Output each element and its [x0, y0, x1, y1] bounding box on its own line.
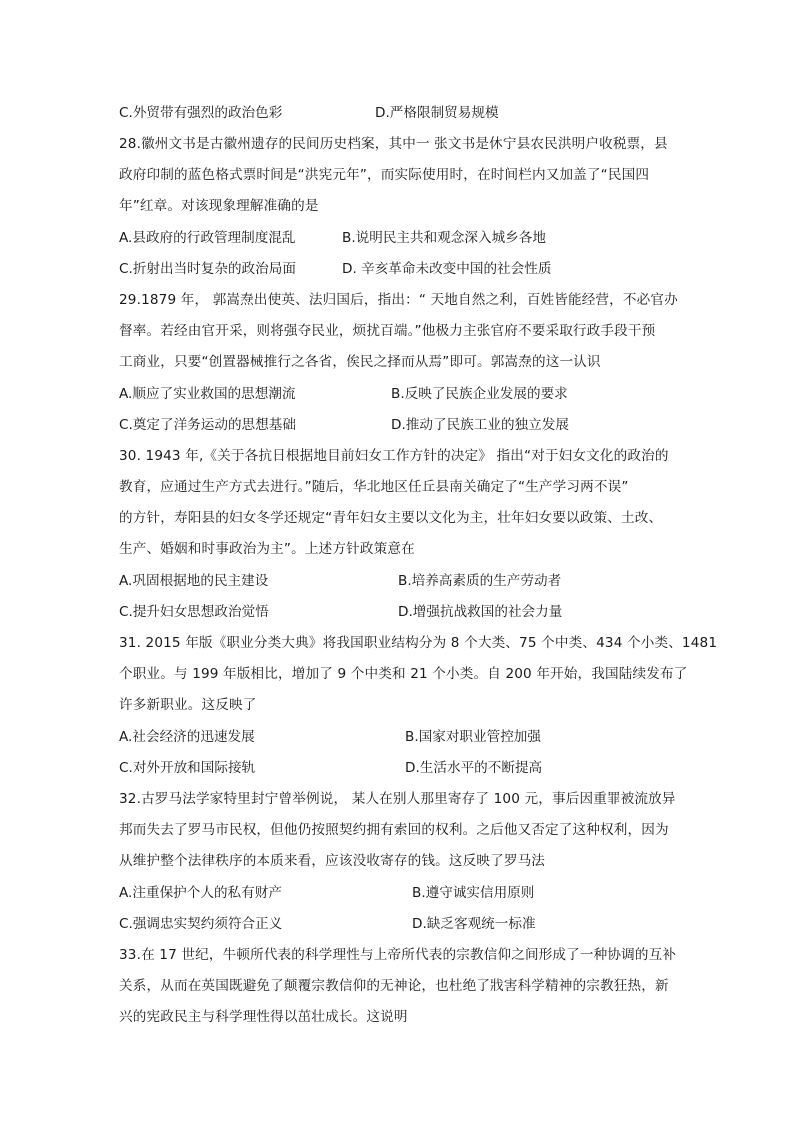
question-text-line: 28.徽州文书是古徽州遗存的民间历史档案，其中一 张文书是休宁县农民洪明户收税票，县: [119, 136, 668, 152]
option-c: C.提升妇女思想政治觉悟: [119, 604, 269, 620]
question-text-line: 30. 1943 年,《关于各抗日根据地目前妇女工作方针的决定》 指出“对于妇女文化的政治的: [119, 448, 669, 464]
question-text-line: 政府印制的蓝色格式票时间是“洪宪元年”，而实际使用时，在时间栏内又加盖了“民国四: [119, 167, 650, 183]
option-a: A.巩固根据地的民主建设: [119, 573, 269, 589]
option-d: D.生活水平的不断提高: [405, 760, 543, 776]
option-c: C.强调忠实契约须符合正义: [119, 916, 283, 932]
option-c: C.对外开放和国际接轨: [119, 760, 256, 776]
option-c: C.折射出当时复杂的政治局面: [119, 261, 296, 277]
option-b: B.培养高素质的生产劳动者: [398, 573, 562, 589]
option-a: A.县政府的行政管理制度混乱: [119, 230, 296, 246]
question-text-line: 关系，从而在英国既避免了颠覆宗教信仰的无神论，也杜绝了戕害科学精神的宗教狂热，新: [119, 978, 669, 994]
option-d: D. 辛亥革命未改变中国的社会性质: [342, 261, 552, 277]
question-text-line: 工商业，只要“创置器械推行之各省，俟民之择而从焉”即可。郭嵩焘的这一认识: [119, 354, 601, 370]
question-text-line: 个职业。与 199 年版相比，增加了 9 个中类和 21 个小类。自 200 年开始，我国陆续发布了: [119, 666, 688, 682]
prev-option-c: C.外贸带有强烈的政治色彩: [119, 105, 283, 121]
question-text-line: 年”红章。对该现象理解准确的是: [119, 198, 319, 214]
question-text-line: 督率。若经由官开采，则将强夺民业，烦扰百端。”他极力主张官府不要采取行政手段干预: [119, 323, 656, 339]
option-b: B.遵守诚实信用原则: [412, 885, 535, 901]
option-d: D.推动了民族工业的独立发展: [391, 417, 569, 433]
option-c: C.奠定了洋务运动的思想基础: [119, 417, 296, 433]
option-b: B.说明民主共和观念深入城乡各地: [342, 230, 546, 246]
question-text-line: 32.古罗马法学家特里封宁曾举例说， 某人在别人那里寄存了 100 元，事后因重罪被流放异: [119, 791, 676, 807]
question-text-line: 33.在 17 世纪，牛顿所代表的科学理性与上帝所代表的宗教信仰之间形成了一种协调的互补: [119, 947, 677, 963]
option-b: B.反映了民族企业发展的要求: [391, 386, 568, 402]
question-text-line: 兴的宪政民主与科学理性得以茁壮成长。这说明: [119, 1009, 408, 1025]
question-text-line: 邦而失去了罗马市民权，但他仍按照契约拥有索回的权利。之后他又否定了这种权利，因为: [119, 822, 669, 838]
option-a: A.社会经济的迅速发展: [119, 729, 255, 745]
option-b: B.国家对职业管控加强: [405, 729, 541, 745]
option-a: A.顺应了实业救国的思想潮流: [119, 386, 296, 402]
question-text-line: 生产、婚姻和时事政治为主”。上述方针政策意在: [119, 541, 415, 557]
question-text-line: 31. 2015 年版《职业分类大典》将我国职业结构分为 8 个大类、75 个中类、434 个小类、1481: [119, 635, 718, 651]
question-text-line: 的方针，寿阳县的妇女冬学还规定“青年妇女主要以文化为主，壮年妇女要以政策、土改、: [119, 510, 663, 526]
option-a: A.注重保护个人的私有财产: [119, 885, 282, 901]
question-text-line: 教育，应通过生产方式去进行。”随后，华北地区任丘县南关确定了“生产学习两不误”: [119, 479, 629, 495]
option-d: D.缺乏客观统一标准: [412, 916, 536, 932]
question-text-line: 从维护整个法律秩序的本质来看，应该没收寄存的钱。这反映了罗马法: [119, 853, 546, 869]
option-d: D.增强抗战救国的社会力量: [398, 604, 563, 620]
question-text-line: 29.1879 年， 郭嵩焘出使英、法归国后，指出：“ 天地自然之利，百姓皆能经营，不必官办: [119, 292, 678, 308]
prev-option-d: D.严格限制贸易规模: [375, 105, 499, 121]
question-text-line: 许多新职业。这反映了: [119, 697, 257, 713]
